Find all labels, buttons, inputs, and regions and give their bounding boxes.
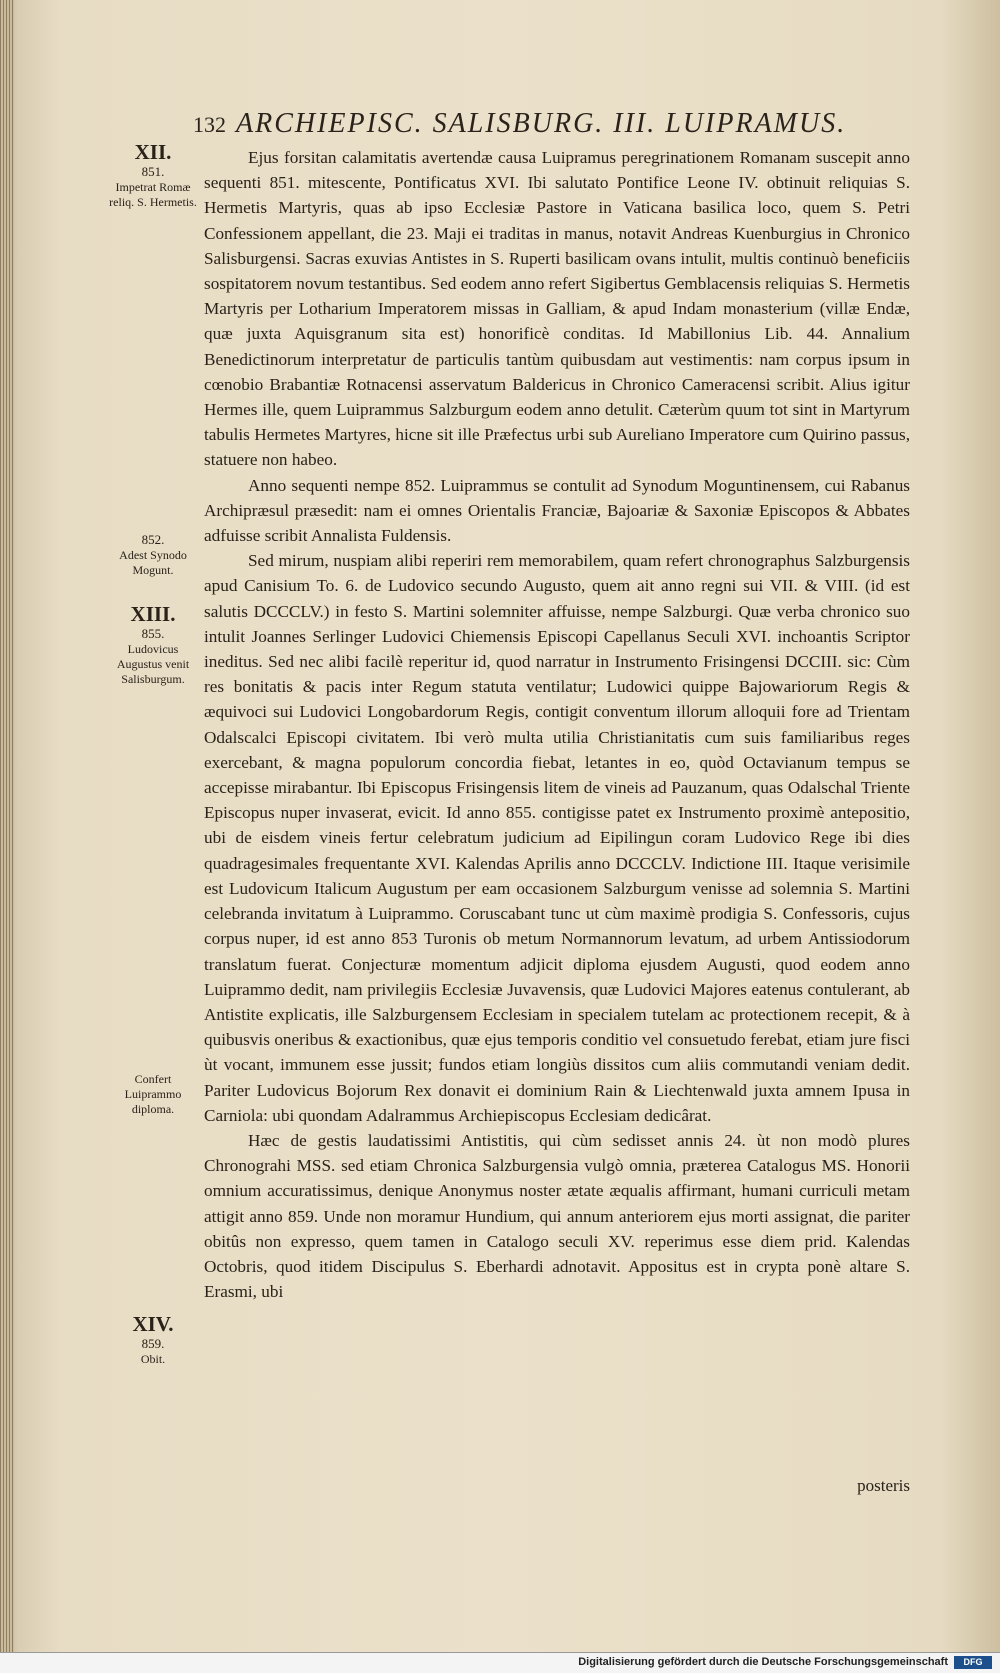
- catchword: posteris: [857, 1476, 910, 1495]
- margin-note-852: [108, 532, 198, 578]
- margin-note-year: 855.: [141, 626, 165, 641]
- margin-note-year: 859.: [141, 1336, 165, 1351]
- running-head: [193, 108, 953, 144]
- dfg-logo-icon[interactable]: DFG: [954, 1656, 992, 1669]
- paragraph-1: Ejus forsitan calamitatis avertendæ causa Luipramus peregrinationem Romanam suscepit anno sequenti 851. mitescente, Pontificatus XVI. Ibi salutato Pontifice Leone IV. obtinuit reliquias S. Hermetis Martyris, quas ab ipso Ecclesiæ Pastore in Vaticana basilica loco, quem S. Petri Confessionem appellant, die 23. Maji ei traditas in manus, notavit Andreas Kuenburgius in Chronico Salisburgensi. Sacras exuvias Antistes in S. Ruperti basilicam ovans intulit, multis continuò beneficiis sospitatorem novum testantibus. Sed eodem anno refert Sigibertus Gemblacensis reliquias S. Hermetis Martyris per Lotharium Imperatorem missas in Galliam, & apud Indam monasterium (villæ Endæ, quæ juxta Aquisgranum sita est) honorificè conditas. Id Mabillonius Lib. 44. Annalium Benedictinorum interpretatur de particulis tantùm quibusdam aut vestimentis: nam corpus ipsum in cœnobio Brabantiæ Rotnacensi asservatum Baldericus in Chronico Cameracensi scribit. Alius igitur Hermes ille, quem Luiprammus Salzburgum eodem anno detulit. Cæterùm quum tot sint in Martyrum tabulis Hermetes Martyres, hicne sit ille Præfectus urbi sub Aureliano Imperatore cum Quirino passus, statuere non habeo.: [204, 148, 910, 470]
- running-head-title: ARCHIEPISC. SALISBURG. III. LUIPRAMUS.: [236, 108, 847, 139]
- body-text: [204, 145, 910, 1515]
- margin-note-number: XIV.: [132, 1312, 174, 1336]
- funding-credit: Digitalisierung gefördert durch die Deutsche Forschungsgemeinschaft: [578, 1656, 948, 1668]
- margin-note-text: Confert Luiprammo diploma.: [124, 1072, 182, 1116]
- margin-note-text: Impetrat Romæ reliq. S. Hermetis.: [109, 180, 197, 209]
- margin-note-text: Ludovicus Augustus venit Salisburgum.: [116, 642, 190, 686]
- margin-note-diploma: [108, 1072, 198, 1117]
- margin-note-text: Adest Synodo Mogunt.: [119, 548, 187, 577]
- margin-note-xii: [108, 140, 198, 210]
- margin-note-number: XII.: [134, 140, 172, 164]
- page-edge-shadow: [0, 0, 14, 1652]
- margin-note-year: 851.: [141, 164, 165, 179]
- margin-note-year: 852.: [141, 532, 165, 547]
- paragraph-3: Sed mirum, nuspiam alibi reperiri rem memorabilem, quam refert chronographus Salzburgensis apud Canisium To. 6. de Ludovico secundo Augusto, quem ait anno regni sui VII. & VIII. (id est salutis DCCCLV.) in festo S. Martini solemniter affuisse, nempe Salzburgi. Quæ verba chronico suo intulit Joannes Serlinger Ludovici Chiemensis Episcopi Capellanus Seculi XVI. inchoantis Scriptor ineditus. Sed nec alibi facilè reperitur id, quod narratur in Instrumento Frisingensi DCCIII. sic: Cùm res bonitatis & pacis inter Regum statuta ventilatur; Ludowici quippe Bajowariorum Regis & æquivoci sui Ludovici Longobardorum Regis, contigit conventum illorum alloquii fore ad Trientam Odalscalci Episcopi civitatem. Ibi verò multa utilia Christianitatis cum suis familiaribus reges exercebant, & magna populorum concordia fiebat, letantes in eo, quòd Octavianum tempus se accepisse mirabantur. Ibi Episcopus Frisingensis litem de vineis ad Pauzanum, quas Odalschal Triente Episcopus nuper invaserat, evicit. Id anno 855. contigisse patet ex Instrumento proximè antepositio, ubi de eisdem vineis fertur celebratum judicium ad Eipilingun coram Ludovico Rege ibi dies quadragesimales frequentante XVI. Kalendas Aprilis anno DCCCLV. Indictione III. Itaque verisimile est Ludovicum Italicum Augustum per eam occasionem Salzburgum venisse ad solemnia S. Martini celebranda invitatum à Luiprammo. Coruscabant tunc ut cùm maximè prodigia S. Confessoris, cujus corpus nuper, id est anno 853 Turonis ob metum Normannorum levatum, ad urbem Antissiodorum translatum fuerat. Conjecturæ momentum adjicit diploma ejusdem Augusti, quod eodem anno Luiprammo dedit, nam privilegiis Ecclesiæ Juvavensis, quæ Ludovici Majores eatenus contulerant, ab Antistite explicatis, ille Salzburgensem Ecclesiam in specialem tutelam ac protectionem recepit, & à quibusvis oneribus & exactionibus, quæ ejus temporis conditio vel consuetudo ferebat, etiam jure fisci ùt vocant, immunem esse jussit; fundos etiam longiùs dissitos cum aliis commutandi veniam dedit. Pariter Ludovicus Bojorum Rex donavit ei dominium Rain & Liechtenwald juxta amnem Ipusa in Carniola: ubi quondam Adalrammus Archiepiscopus Ecclesiam dedicârat.: [204, 551, 910, 1125]
- margin-note-xiv: [108, 1312, 198, 1367]
- viewer-footer: [0, 1652, 1000, 1673]
- page-number: 132: [193, 112, 226, 137]
- paragraph-4: Hæc de gestis laudatissimi Antistitis, qui cùm sedisset annis 24. ùt non modò plures Chronograhi MSS. sed etiam Chronica Salzburgensia vulgò omnia, præterea Catalogus MS. Honorii omnium accuratissimus, denique Anonymus noster ætate æqualis affirmant, humani curriculi metam attigit anno 859. Unde non moramur Hundium, qui annum anteriorem ejus morti assignat, die pariter obitûs non expresso, quem tamen in Catalogo seculi XV. reperimus esse diem prid. Kalendas Octobris, quod itidem Discipulus S. Eberhardi adnotavit. Appositus est in crypta ponè altare S. Erasmi, ubi: [204, 1130, 910, 1302]
- margin-note-xiii: [108, 602, 198, 687]
- margin-note-text: Obit.: [140, 1352, 166, 1366]
- paragraph-2: Anno sequenti nempe 852. Luiprammus se contulit ad Synodum Moguntinensem, cui Rabanus Archipræsul præsedit: nam ei omnes Orientalis Franciæ, Bajoariæ & Saxoniæ Episcopos & Abbates adfuisse scribit Annalista Fuldensis.: [204, 475, 910, 546]
- margin-note-number: XIII.: [130, 602, 176, 626]
